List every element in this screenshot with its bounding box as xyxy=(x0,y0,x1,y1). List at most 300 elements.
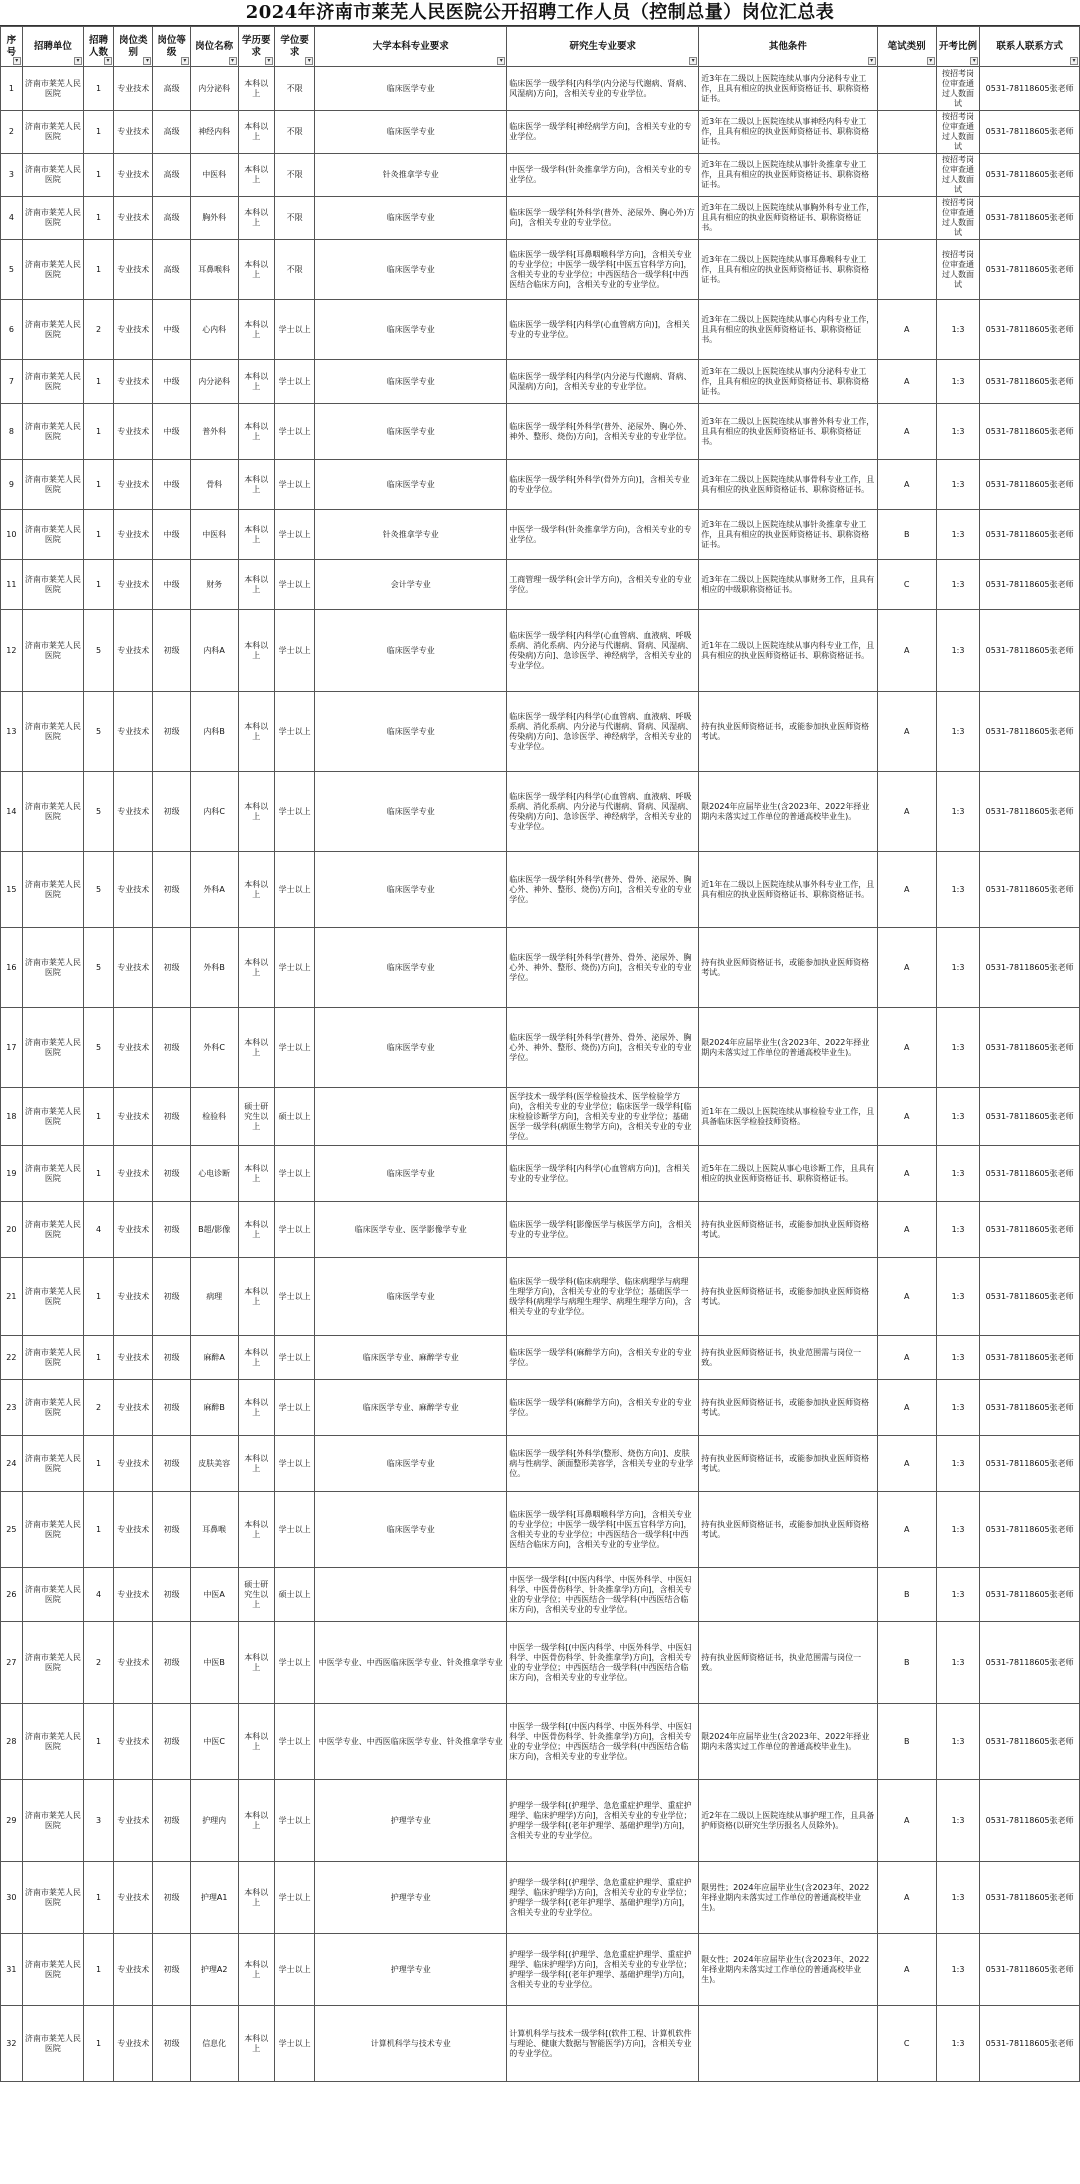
cell-contact[interactable]: 0531-78118605张老师 xyxy=(980,300,1080,360)
cell-category[interactable]: 专业技术 xyxy=(114,1088,153,1146)
cell-index[interactable]: 30 xyxy=(1,1862,23,1934)
cell-count[interactable]: 1 xyxy=(83,1704,113,1780)
cell-education[interactable]: 本科以上 xyxy=(238,1146,274,1202)
cell-count[interactable]: 3 xyxy=(83,1780,113,1862)
cell-unit[interactable]: 济南市莱芜人民医院 xyxy=(22,1704,83,1780)
cell-contact[interactable]: 0531-78118605张老师 xyxy=(980,1862,1080,1934)
cell-index[interactable]: 23 xyxy=(1,1380,23,1436)
cell-graduate-major[interactable]: 护理学一级学科[(护理学、急危重症护理学、重症护理学、临床护理学)方向]，含相关专业的专业学位；护理学一级学科[(老年护理学、基础护理学)方向]，含相关专业的专业学位。 xyxy=(507,1862,699,1934)
cell-index[interactable]: 19 xyxy=(1,1146,23,1202)
cell-count[interactable]: 5 xyxy=(83,692,113,772)
cell-degree[interactable]: 学士以上 xyxy=(274,1780,314,1862)
cell-index[interactable]: 28 xyxy=(1,1704,23,1780)
cell-category[interactable]: 专业技术 xyxy=(114,2006,153,2082)
cell-graduate-major[interactable]: 临床医学一级学科[外科学(普外、泌尿外、胸心外、神外、整形、烧伤)方向]，含相关专业的专业学位。 xyxy=(507,404,699,460)
cell-count[interactable]: 1 xyxy=(83,154,113,197)
cell-ratio[interactable]: 1:3 xyxy=(936,1380,980,1436)
cell-other-conditions[interactable]: 限2024年应届毕业生(含2023年、2022年择业期内未落实过工作单位的普通高校毕业生)。 xyxy=(699,1008,877,1088)
cell-index[interactable]: 5 xyxy=(1,240,23,300)
cell-count[interactable]: 1 xyxy=(83,510,113,560)
cell-exam-type[interactable]: A xyxy=(877,1258,936,1336)
cell-undergrad-major[interactable]: 临床医学专业 xyxy=(315,240,507,300)
cell-contact[interactable]: 0531-78118605张老师 xyxy=(980,111,1080,154)
cell-exam-type[interactable] xyxy=(877,154,936,197)
cell-index[interactable]: 4 xyxy=(1,197,23,240)
cell-other-conditions[interactable]: 限男性；2024年应届毕业生(含2023年、2022年择业期内未落实过工作单位的普通高校毕业生)。 xyxy=(699,1862,877,1934)
cell-other-conditions[interactable]: 持有执业医师资格证书，或能参加执业医师资格考试。 xyxy=(699,1380,877,1436)
cell-undergrad-major[interactable]: 临床医学专业、医学影像学专业 xyxy=(315,1202,507,1258)
cell-education[interactable]: 本科以上 xyxy=(238,360,274,404)
cell-unit[interactable]: 济南市莱芜人民医院 xyxy=(22,1146,83,1202)
cell-exam-type[interactable]: B xyxy=(877,1704,936,1780)
cell-exam-type[interactable]: B xyxy=(877,1568,936,1622)
cell-unit[interactable]: 济南市莱芜人民医院 xyxy=(22,1780,83,1862)
cell-education[interactable]: 本科以上 xyxy=(238,928,274,1008)
cell-contact[interactable]: 0531-78118605张老师 xyxy=(980,852,1080,928)
cell-undergrad-major[interactable]: 护理学专业 xyxy=(315,1862,507,1934)
cell-contact[interactable]: 0531-78118605张老师 xyxy=(980,692,1080,772)
cell-exam-type[interactable]: A xyxy=(877,1088,936,1146)
cell-level[interactable]: 初级 xyxy=(153,1862,190,1934)
cell-other-conditions[interactable]: 近3年在二级以上医院连续从事耳鼻喉科专业工作，且具有相应的执业医师资格证书、职称资格证书。 xyxy=(699,240,877,300)
cell-level[interactable]: 初级 xyxy=(153,1202,190,1258)
cell-other-conditions[interactable]: 近3年在二级以上医院连续从事财务工作，且具有相应的中级职称资格证书。 xyxy=(699,560,877,610)
cell-degree[interactable]: 学士以上 xyxy=(274,928,314,1008)
cell-exam-type[interactable]: B xyxy=(877,510,936,560)
cell-level[interactable]: 高级 xyxy=(153,240,190,300)
cell-degree[interactable]: 学士以上 xyxy=(274,1336,314,1380)
cell-degree[interactable]: 不限 xyxy=(274,67,314,111)
cell-contact[interactable]: 0531-78118605张老师 xyxy=(980,610,1080,692)
cell-undergrad-major[interactable]: 临床医学专业 xyxy=(315,404,507,460)
cell-level[interactable]: 初级 xyxy=(153,1380,190,1436)
cell-index[interactable]: 10 xyxy=(1,510,23,560)
cell-undergrad-major[interactable] xyxy=(315,1568,507,1622)
cell-level[interactable]: 中级 xyxy=(153,300,190,360)
filter-dropdown-icon[interactable]: ▾ xyxy=(1070,57,1078,65)
cell-degree[interactable]: 学士以上 xyxy=(274,852,314,928)
cell-category[interactable]: 专业技术 xyxy=(114,1862,153,1934)
cell-degree[interactable]: 学士以上 xyxy=(274,1436,314,1492)
cell-index[interactable]: 17 xyxy=(1,1008,23,1088)
cell-position[interactable]: 信息化 xyxy=(190,2006,238,2082)
cell-contact[interactable]: 0531-78118605张老师 xyxy=(980,1704,1080,1780)
cell-graduate-major[interactable]: 护理学一级学科[(护理学、急危重症护理学、重症护理学、临床护理学)方向]，含相关专业的专业学位；护理学一级学科[(老年护理学、基础护理学)方向]，含相关专业的专业学位。 xyxy=(507,1780,699,1862)
cell-ratio[interactable]: 1:3 xyxy=(936,1258,980,1336)
cell-undergrad-major[interactable]: 护理学专业 xyxy=(315,1934,507,2006)
cell-other-conditions[interactable] xyxy=(699,1568,877,1622)
cell-education[interactable]: 本科以上 xyxy=(238,510,274,560)
cell-index[interactable]: 14 xyxy=(1,772,23,852)
cell-level[interactable]: 初级 xyxy=(153,1088,190,1146)
cell-graduate-major[interactable]: 中医学一级学科(针灸推拿学方向)，含相关专业的专业学位。 xyxy=(507,154,699,197)
cell-graduate-major[interactable]: 临床医学一级学科[外科学(骨外方向)]，含相关专业的专业学位。 xyxy=(507,460,699,510)
cell-level[interactable]: 中级 xyxy=(153,404,190,460)
cell-other-conditions[interactable]: 持有执业医师资格证书，或能参加执业医师资格考试。 xyxy=(699,1202,877,1258)
cell-other-conditions[interactable]: 持有执业医师资格证书，执业范围需与岗位一致。 xyxy=(699,1336,877,1380)
filter-dropdown-icon[interactable]: ▾ xyxy=(305,57,313,65)
cell-unit[interactable]: 济南市莱芜人民医院 xyxy=(22,692,83,772)
cell-education[interactable]: 本科以上 xyxy=(238,1862,274,1934)
filter-dropdown-icon[interactable]: ▾ xyxy=(868,57,876,65)
cell-position[interactable]: 内科C xyxy=(190,772,238,852)
cell-unit[interactable]: 济南市莱芜人民医院 xyxy=(22,1258,83,1336)
cell-ratio[interactable]: 1:3 xyxy=(936,692,980,772)
cell-degree[interactable]: 硕士以上 xyxy=(274,1088,314,1146)
cell-degree[interactable]: 不限 xyxy=(274,111,314,154)
cell-other-conditions[interactable]: 近2年在二级以上医院连续从事护理工作，且具备护师资格(以研究生学历报名人员除外)。 xyxy=(699,1780,877,1862)
cell-index[interactable]: 11 xyxy=(1,560,23,610)
cell-graduate-major[interactable]: 临床医学一级学科[外科学(整形、烧伤方向)]、皮肤病与性病学、颌面整形美容学，含相关专业的专业学位。 xyxy=(507,1436,699,1492)
cell-degree[interactable]: 学士以上 xyxy=(274,772,314,852)
cell-other-conditions[interactable]: 近5年在二级以上医院从事心电诊断工作，且具有相应的执业医师资格证书、职称资格证书。 xyxy=(699,1146,877,1202)
cell-contact[interactable]: 0531-78118605张老师 xyxy=(980,928,1080,1008)
cell-category[interactable]: 专业技术 xyxy=(114,1704,153,1780)
cell-ratio[interactable]: 按招考岗位审查通过人数面试 xyxy=(936,111,980,154)
cell-contact[interactable]: 0531-78118605张老师 xyxy=(980,1622,1080,1704)
cell-count[interactable]: 1 xyxy=(83,111,113,154)
cell-category[interactable]: 专业技术 xyxy=(114,772,153,852)
cell-ratio[interactable]: 1:3 xyxy=(936,1146,980,1202)
cell-education[interactable]: 本科以上 xyxy=(238,300,274,360)
cell-level[interactable]: 初级 xyxy=(153,928,190,1008)
cell-graduate-major[interactable]: 临床医学一级学科[耳鼻咽喉科学方向]，含相关专业的专业学位；中医学一级学科[中医五官科学方向]，含相关专业的专业学位；中西医结合一级学科[中西医结合临床方向]，含相关专业的专业学位。 xyxy=(507,1492,699,1568)
cell-education[interactable]: 硕士研究生以上 xyxy=(238,1568,274,1622)
cell-exam-type[interactable]: A xyxy=(877,928,936,1008)
cell-exam-type[interactable]: A xyxy=(877,1008,936,1088)
cell-unit[interactable]: 济南市莱芜人民医院 xyxy=(22,1336,83,1380)
cell-position[interactable]: 中医C xyxy=(190,1704,238,1780)
cell-undergrad-major[interactable]: 临床医学专业 xyxy=(315,460,507,510)
cell-level[interactable]: 初级 xyxy=(153,2006,190,2082)
cell-other-conditions[interactable]: 持有执业医师资格证书，或能参加执业医师资格考试。 xyxy=(699,1436,877,1492)
cell-category[interactable]: 专业技术 xyxy=(114,300,153,360)
cell-unit[interactable]: 济南市莱芜人民医院 xyxy=(22,1862,83,1934)
cell-category[interactable]: 专业技术 xyxy=(114,240,153,300)
cell-index[interactable]: 32 xyxy=(1,2006,23,2082)
cell-count[interactable]: 1 xyxy=(83,1862,113,1934)
cell-graduate-major[interactable]: 中医学一级学科[(中医内科学、中医外科学、中医妇科学、中医骨伤科学、针灸推拿学)方向]，含相关专业的专业学位；中西医结合一级学科(中西医结合临床方向)，含相关专业的专业学位。 xyxy=(507,1622,699,1704)
cell-graduate-major[interactable]: 临床医学一级学科[内科学(心血管病方向)]，含相关专业的专业学位。 xyxy=(507,300,699,360)
cell-ratio[interactable]: 按招考岗位审查通过人数面试 xyxy=(936,154,980,197)
cell-education[interactable]: 本科以上 xyxy=(238,1380,274,1436)
cell-exam-type[interactable]: A xyxy=(877,1202,936,1258)
cell-category[interactable]: 专业技术 xyxy=(114,1492,153,1568)
cell-contact[interactable]: 0531-78118605张老师 xyxy=(980,510,1080,560)
cell-unit[interactable]: 济南市莱芜人民医院 xyxy=(22,1380,83,1436)
cell-category[interactable]: 专业技术 xyxy=(114,852,153,928)
cell-degree[interactable]: 学士以上 xyxy=(274,1862,314,1934)
cell-undergrad-major[interactable]: 针灸推拿学专业 xyxy=(315,154,507,197)
cell-exam-type[interactable]: A xyxy=(877,300,936,360)
cell-ratio[interactable]: 1:3 xyxy=(936,1780,980,1862)
filter-dropdown-icon[interactable]: ▾ xyxy=(74,57,82,65)
cell-undergrad-major[interactable]: 临床医学专业 xyxy=(315,1146,507,1202)
cell-contact[interactable]: 0531-78118605张老师 xyxy=(980,2006,1080,2082)
cell-unit[interactable]: 济南市莱芜人民医院 xyxy=(22,67,83,111)
cell-unit[interactable]: 济南市莱芜人民医院 xyxy=(22,300,83,360)
cell-contact[interactable]: 0531-78118605张老师 xyxy=(980,1492,1080,1568)
cell-category[interactable]: 专业技术 xyxy=(114,1380,153,1436)
cell-undergrad-major[interactable]: 临床医学专业 xyxy=(315,692,507,772)
cell-index[interactable]: 8 xyxy=(1,404,23,460)
cell-other-conditions[interactable] xyxy=(699,2006,877,2082)
cell-other-conditions[interactable]: 近1年在二级以上医院连续从事检验专业工作，且具备临床医学检验技师资格。 xyxy=(699,1088,877,1146)
cell-education[interactable]: 本科以上 xyxy=(238,852,274,928)
cell-unit[interactable]: 济南市莱芜人民医院 xyxy=(22,2006,83,2082)
cell-count[interactable]: 1 xyxy=(83,1436,113,1492)
cell-unit[interactable]: 济南市莱芜人民医院 xyxy=(22,1088,83,1146)
cell-contact[interactable]: 0531-78118605张老师 xyxy=(980,1780,1080,1862)
cell-undergrad-major[interactable]: 临床医学专业 xyxy=(315,197,507,240)
cell-level[interactable]: 初级 xyxy=(153,1492,190,1568)
cell-count[interactable]: 1 xyxy=(83,460,113,510)
cell-exam-type[interactable]: B xyxy=(877,1622,936,1704)
cell-index[interactable]: 15 xyxy=(1,852,23,928)
cell-position[interactable]: 中医A xyxy=(190,1568,238,1622)
cell-level[interactable]: 初级 xyxy=(153,772,190,852)
cell-education[interactable]: 本科以上 xyxy=(238,1934,274,2006)
cell-undergrad-major[interactable]: 临床医学专业 xyxy=(315,360,507,404)
cell-ratio[interactable]: 1:3 xyxy=(936,1436,980,1492)
cell-exam-type[interactable]: C xyxy=(877,560,936,610)
cell-index[interactable]: 3 xyxy=(1,154,23,197)
cell-unit[interactable]: 济南市莱芜人民医院 xyxy=(22,154,83,197)
cell-level[interactable]: 初级 xyxy=(153,1780,190,1862)
cell-level[interactable]: 初级 xyxy=(153,1336,190,1380)
cell-ratio[interactable]: 按招考岗位审查通过人数面试 xyxy=(936,240,980,300)
cell-level[interactable]: 初级 xyxy=(153,1568,190,1622)
cell-graduate-major[interactable]: 中医学一级学科(针灸推拿学方向)，含相关专业的专业学位。 xyxy=(507,510,699,560)
cell-level[interactable]: 中级 xyxy=(153,360,190,404)
cell-ratio[interactable]: 1:3 xyxy=(936,1934,980,2006)
cell-undergrad-major[interactable]: 中医学专业、中西医临床医学专业、针灸推拿学专业 xyxy=(315,1704,507,1780)
cell-degree[interactable]: 学士以上 xyxy=(274,460,314,510)
cell-education[interactable]: 本科以上 xyxy=(238,1008,274,1088)
cell-level[interactable]: 初级 xyxy=(153,1008,190,1088)
cell-exam-type[interactable]: A xyxy=(877,692,936,772)
cell-exam-type[interactable]: A xyxy=(877,1380,936,1436)
cell-degree[interactable]: 学士以上 xyxy=(274,510,314,560)
cell-undergrad-major[interactable]: 临床医学专业 xyxy=(315,928,507,1008)
cell-education[interactable]: 本科以上 xyxy=(238,154,274,197)
cell-undergrad-major[interactable]: 会计学专业 xyxy=(315,560,507,610)
cell-count[interactable]: 5 xyxy=(83,1008,113,1088)
cell-count[interactable]: 4 xyxy=(83,1202,113,1258)
cell-unit[interactable]: 济南市莱芜人民医院 xyxy=(22,610,83,692)
cell-category[interactable]: 专业技术 xyxy=(114,1568,153,1622)
cell-unit[interactable]: 济南市莱芜人民医院 xyxy=(22,1934,83,2006)
cell-level[interactable]: 高级 xyxy=(153,197,190,240)
cell-graduate-major[interactable]: 临床医学一级学科[内科学(心血管病、血液病、呼吸系病、消化系病、内分泌与代谢病、肾病、风湿病、传染病)方向]、急诊医学、神经病学，含相关专业的专业学位。 xyxy=(507,692,699,772)
cell-degree[interactable]: 学士以上 xyxy=(274,692,314,772)
cell-position[interactable]: 心内科 xyxy=(190,300,238,360)
cell-position[interactable]: B超/影像 xyxy=(190,1202,238,1258)
cell-level[interactable]: 中级 xyxy=(153,560,190,610)
cell-other-conditions[interactable]: 近1年在二级以上医院连续从事内科专业工作，且具有相应的执业医师资格证书、职称资格证书。 xyxy=(699,610,877,692)
cell-exam-type[interactable]: A xyxy=(877,1336,936,1380)
cell-unit[interactable]: 济南市莱芜人民医院 xyxy=(22,360,83,404)
cell-level[interactable]: 初级 xyxy=(153,692,190,772)
cell-contact[interactable]: 0531-78118605张老师 xyxy=(980,1008,1080,1088)
cell-category[interactable]: 专业技术 xyxy=(114,1202,153,1258)
cell-category[interactable]: 专业技术 xyxy=(114,154,153,197)
cell-category[interactable]: 专业技术 xyxy=(114,928,153,1008)
cell-position[interactable]: 外科A xyxy=(190,852,238,928)
cell-position[interactable]: 外科B xyxy=(190,928,238,1008)
cell-position[interactable]: 普外科 xyxy=(190,404,238,460)
cell-contact[interactable]: 0531-78118605张老师 xyxy=(980,67,1080,111)
cell-unit[interactable]: 济南市莱芜人民医院 xyxy=(22,560,83,610)
cell-degree[interactable]: 学士以上 xyxy=(274,1202,314,1258)
cell-degree[interactable]: 学士以上 xyxy=(274,1934,314,2006)
cell-education[interactable]: 本科以上 xyxy=(238,460,274,510)
cell-unit[interactable]: 济南市莱芜人民医院 xyxy=(22,197,83,240)
cell-category[interactable]: 专业技术 xyxy=(114,1336,153,1380)
cell-contact[interactable]: 0531-78118605张老师 xyxy=(980,1202,1080,1258)
cell-count[interactable]: 1 xyxy=(83,67,113,111)
cell-level[interactable]: 初级 xyxy=(153,1436,190,1492)
cell-degree[interactable]: 学士以上 xyxy=(274,1008,314,1088)
cell-contact[interactable]: 0531-78118605张老师 xyxy=(980,1088,1080,1146)
cell-count[interactable]: 1 xyxy=(83,1146,113,1202)
cell-undergrad-major[interactable]: 临床医学专业 xyxy=(315,1258,507,1336)
cell-position[interactable]: 护理A2 xyxy=(190,1934,238,2006)
cell-level[interactable]: 初级 xyxy=(153,1258,190,1336)
cell-other-conditions[interactable]: 限女性；2024年应届毕业生(含2023年、2022年择业期内未落实过工作单位的普通高校毕业生)。 xyxy=(699,1934,877,2006)
cell-exam-type[interactable]: A xyxy=(877,1934,936,2006)
cell-undergrad-major[interactable]: 中医学专业、中西医临床医学专业、针灸推拿学专业 xyxy=(315,1622,507,1704)
cell-contact[interactable]: 0531-78118605张老师 xyxy=(980,1258,1080,1336)
cell-degree[interactable]: 硕士以上 xyxy=(274,1568,314,1622)
cell-other-conditions[interactable]: 近3年在二级以上医院连续从事针灸推拿专业工作，且具有相应的执业医师资格证书、职称资格证书。 xyxy=(699,154,877,197)
cell-education[interactable]: 本科以上 xyxy=(238,197,274,240)
cell-level[interactable]: 初级 xyxy=(153,852,190,928)
cell-level[interactable]: 初级 xyxy=(153,1622,190,1704)
filter-dropdown-icon[interactable]: ▾ xyxy=(689,57,697,65)
cell-ratio[interactable]: 1:3 xyxy=(936,510,980,560)
cell-level[interactable]: 高级 xyxy=(153,111,190,154)
cell-count[interactable]: 1 xyxy=(83,2006,113,2082)
cell-category[interactable]: 专业技术 xyxy=(114,1622,153,1704)
cell-category[interactable]: 专业技术 xyxy=(114,1008,153,1088)
cell-undergrad-major[interactable]: 计算机科学与技术专业 xyxy=(315,2006,507,2082)
cell-exam-type[interactable]: A xyxy=(877,852,936,928)
cell-ratio[interactable]: 按招考岗位审查通过人数面试 xyxy=(936,197,980,240)
cell-category[interactable]: 专业技术 xyxy=(114,67,153,111)
cell-undergrad-major[interactable]: 临床医学专业 xyxy=(315,1492,507,1568)
cell-count[interactable]: 1 xyxy=(83,1258,113,1336)
cell-position[interactable]: 耳鼻喉科 xyxy=(190,240,238,300)
cell-undergrad-major[interactable]: 临床医学专业、麻醉学专业 xyxy=(315,1336,507,1380)
cell-exam-type[interactable]: C xyxy=(877,2006,936,2082)
cell-graduate-major[interactable]: 临床医学一级学科[神经病学方向]，含相关专业的专业学位。 xyxy=(507,111,699,154)
cell-index[interactable]: 26 xyxy=(1,1568,23,1622)
cell-graduate-major[interactable]: 临床医学一级学科[内科学(内分泌与代谢病、肾病、风湿病)方向]，含相关专业的专业学位。 xyxy=(507,360,699,404)
cell-count[interactable]: 1 xyxy=(83,560,113,610)
cell-other-conditions[interactable]: 近3年在二级以上医院连续从事骨科专业工作，且具有相应的执业医师资格证书、职称资格证书。 xyxy=(699,460,877,510)
cell-ratio[interactable]: 1:3 xyxy=(936,300,980,360)
cell-degree[interactable]: 学士以上 xyxy=(274,404,314,460)
cell-index[interactable]: 7 xyxy=(1,360,23,404)
cell-position[interactable]: 麻醉A xyxy=(190,1336,238,1380)
cell-category[interactable]: 专业技术 xyxy=(114,692,153,772)
cell-contact[interactable]: 0531-78118605张老师 xyxy=(980,560,1080,610)
cell-exam-type[interactable]: A xyxy=(877,1146,936,1202)
cell-position[interactable]: 中医科 xyxy=(190,154,238,197)
cell-category[interactable]: 专业技术 xyxy=(114,197,153,240)
cell-index[interactable]: 31 xyxy=(1,1934,23,2006)
cell-index[interactable]: 27 xyxy=(1,1622,23,1704)
cell-count[interactable]: 4 xyxy=(83,1568,113,1622)
cell-degree[interactable]: 学士以上 xyxy=(274,1380,314,1436)
cell-category[interactable]: 专业技术 xyxy=(114,111,153,154)
cell-ratio[interactable]: 1:3 xyxy=(936,1492,980,1568)
cell-degree[interactable]: 不限 xyxy=(274,240,314,300)
cell-other-conditions[interactable]: 持有执业医师资格证书，或能参加执业医师资格考试。 xyxy=(699,1492,877,1568)
cell-ratio[interactable]: 1:3 xyxy=(936,1088,980,1146)
cell-unit[interactable]: 济南市莱芜人民医院 xyxy=(22,1436,83,1492)
filter-dropdown-icon[interactable]: ▾ xyxy=(181,57,189,65)
cell-position[interactable]: 内科A xyxy=(190,610,238,692)
cell-graduate-major[interactable]: 临床医学一级学科[内科学(内分泌与代谢病、肾病、风湿病)方向]，含相关专业的专业学位。 xyxy=(507,67,699,111)
cell-category[interactable]: 专业技术 xyxy=(114,510,153,560)
cell-graduate-major[interactable]: 临床医学一级学科(麻醉学方向)，含相关专业的专业学位。 xyxy=(507,1336,699,1380)
cell-count[interactable]: 1 xyxy=(83,1492,113,1568)
cell-unit[interactable]: 济南市莱芜人民医院 xyxy=(22,1202,83,1258)
cell-graduate-major[interactable]: 临床医学一级学科[影像医学与核医学方向]，含相关专业的专业学位。 xyxy=(507,1202,699,1258)
cell-education[interactable]: 本科以上 xyxy=(238,1436,274,1492)
cell-exam-type[interactable] xyxy=(877,111,936,154)
cell-category[interactable]: 专业技术 xyxy=(114,1436,153,1492)
cell-contact[interactable]: 0531-78118605张老师 xyxy=(980,1380,1080,1436)
cell-exam-type[interactable]: A xyxy=(877,1862,936,1934)
cell-exam-type[interactable]: A xyxy=(877,1492,936,1568)
cell-degree[interactable]: 不限 xyxy=(274,197,314,240)
cell-degree[interactable]: 学士以上 xyxy=(274,1492,314,1568)
cell-graduate-major[interactable]: 临床医学一级学科[内科学(心血管病、血液病、呼吸系病、消化系病、内分泌与代谢病、肾病、风湿病、传染病)方向]、急诊医学、神经病学，含相关专业的专业学位。 xyxy=(507,610,699,692)
cell-exam-type[interactable]: A xyxy=(877,1436,936,1492)
cell-index[interactable]: 16 xyxy=(1,928,23,1008)
cell-ratio[interactable]: 1:3 xyxy=(936,1202,980,1258)
cell-count[interactable]: 5 xyxy=(83,772,113,852)
cell-level[interactable]: 初级 xyxy=(153,1934,190,2006)
cell-graduate-major[interactable]: 中医学一级学科[(中医内科学、中医外科学、中医妇科学、中医骨伤科学、针灸推拿学)方向]，含相关专业的专业学位；中西医结合一级学科(中西医结合临床方向)，含相关专业的专业学位。 xyxy=(507,1568,699,1622)
cell-index[interactable]: 21 xyxy=(1,1258,23,1336)
cell-ratio[interactable]: 1:3 xyxy=(936,1336,980,1380)
cell-graduate-major[interactable]: 临床医学一级学科[外科学(普外、骨外、泌尿外、胸心外、神外、整形、烧伤)方向]，含相关专业的专业学位。 xyxy=(507,1008,699,1088)
cell-exam-type[interactable]: A xyxy=(877,360,936,404)
cell-position[interactable]: 神经内科 xyxy=(190,111,238,154)
cell-education[interactable]: 本科以上 xyxy=(238,692,274,772)
cell-ratio[interactable]: 1:3 xyxy=(936,610,980,692)
cell-level[interactable]: 初级 xyxy=(153,1704,190,1780)
cell-unit[interactable]: 济南市莱芜人民医院 xyxy=(22,510,83,560)
cell-index[interactable]: 6 xyxy=(1,300,23,360)
cell-ratio[interactable]: 1:3 xyxy=(936,1008,980,1088)
cell-undergrad-major[interactable]: 临床医学专业 xyxy=(315,1436,507,1492)
cell-contact[interactable]: 0531-78118605张老师 xyxy=(980,1436,1080,1492)
cell-exam-type[interactable] xyxy=(877,67,936,111)
cell-position[interactable]: 护理内 xyxy=(190,1780,238,1862)
cell-count[interactable]: 1 xyxy=(83,197,113,240)
cell-undergrad-major[interactable]: 临床医学专业 xyxy=(315,772,507,852)
cell-exam-type[interactable] xyxy=(877,240,936,300)
cell-exam-type[interactable]: A xyxy=(877,1780,936,1862)
cell-index[interactable]: 22 xyxy=(1,1336,23,1380)
cell-graduate-major[interactable]: 工商管理一级学科(会计学方向)，含相关专业的专业学位。 xyxy=(507,560,699,610)
cell-contact[interactable]: 0531-78118605张老师 xyxy=(980,1934,1080,2006)
